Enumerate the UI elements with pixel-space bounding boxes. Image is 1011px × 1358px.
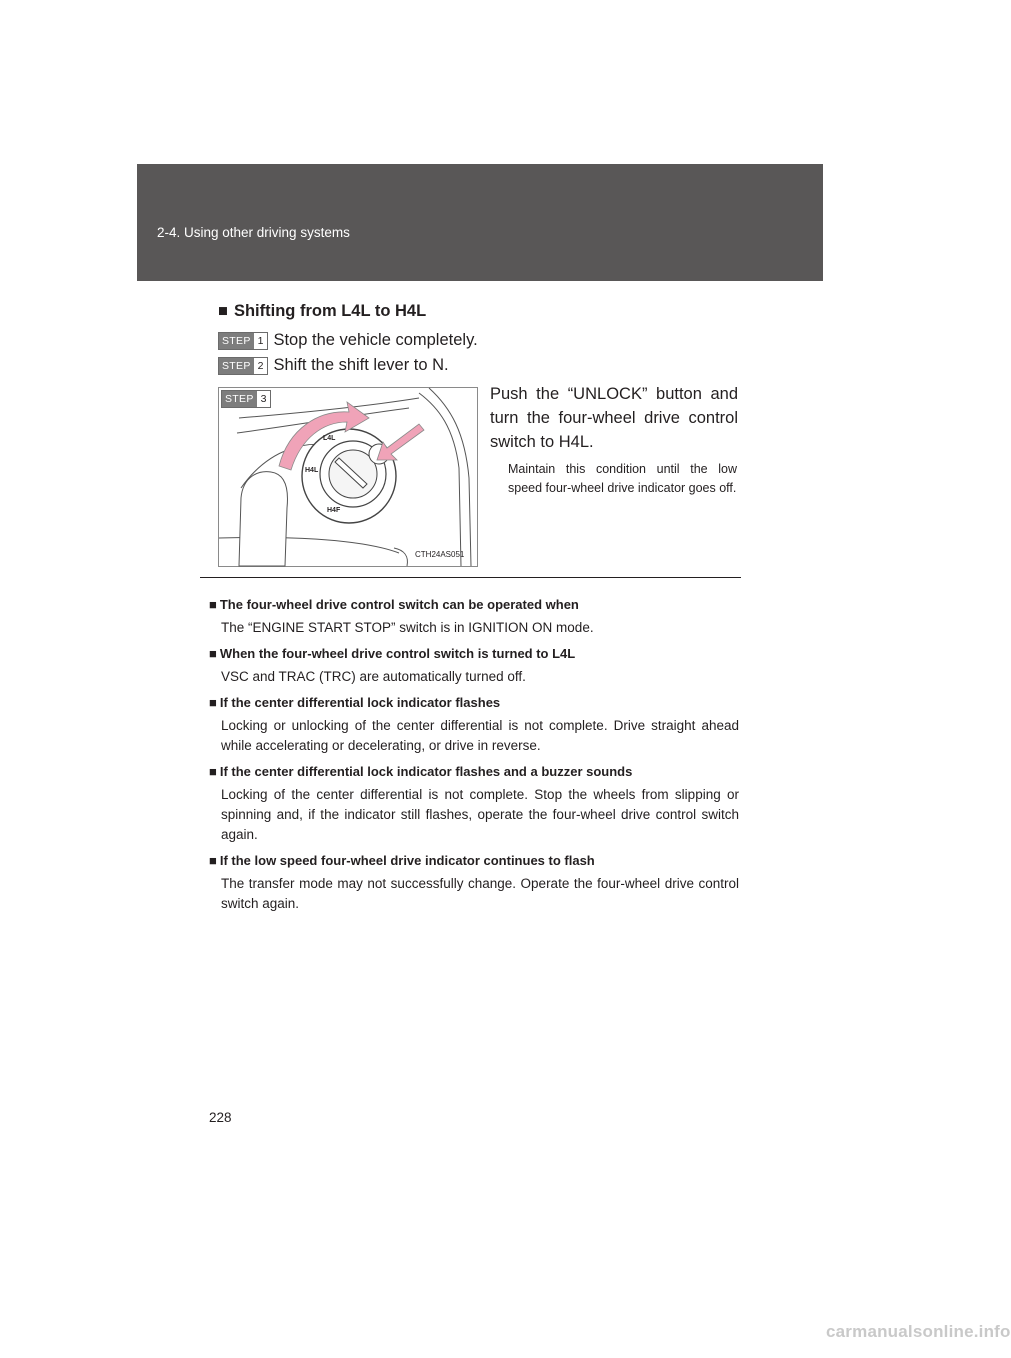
note-title: When the four-wheel drive control switch is turned to L4L — [219, 646, 576, 661]
dial-label-h4f: H4F — [327, 507, 341, 514]
note-body: The “ENGINE START STOP” switch is in IGNITION ON mode. — [221, 620, 594, 635]
divider — [200, 577, 741, 578]
dial-label-h4l: H4L — [305, 467, 319, 474]
section-breadcrumb: 2-4. Using other driving systems — [157, 225, 350, 240]
step-3-text: Push the “UNLOCK” button and turn the four-wheel drive control switch to H4L. — [490, 385, 738, 451]
dial-illustration — [218, 387, 478, 567]
step-text: Shift the shift lever to N. — [273, 356, 449, 374]
step-badge: STEP 3 — [221, 390, 271, 408]
section-title — [218, 302, 426, 321]
bullet-square-icon: ■ — [209, 853, 217, 868]
watermark: carmanualsonline.info — [826, 1322, 1011, 1341]
note-item — [209, 853, 739, 914]
bullet-square-icon: ■ — [209, 764, 217, 779]
section-header — [137, 164, 823, 281]
step-badge: STEP 1 — [218, 332, 268, 350]
note-item — [209, 695, 739, 756]
note-item — [209, 764, 739, 845]
bullet-square-icon: ■ — [209, 646, 217, 661]
four-wheel-drive-dial-drawing — [219, 388, 477, 566]
page-number: 228 — [209, 1110, 232, 1125]
bullet-square-icon: ■ — [209, 597, 217, 612]
note-body: The transfer mode may not successfully change. Operate the four-wheel drive control switch again. — [221, 876, 739, 911]
bullet-square-icon: ■ — [218, 302, 228, 320]
step-2 — [218, 356, 449, 375]
step-3-note: Maintain this condition until the low speed four-wheel drive indicator goes off. — [508, 462, 737, 495]
note-title: If the center differential lock indicator flashes — [219, 695, 501, 710]
figure-code: CTH24AS051 — [415, 550, 465, 559]
step-1 — [218, 331, 478, 350]
note-title: If the low speed four-wheel drive indicator continues to flash — [219, 853, 595, 868]
step-badge: STEP 2 — [218, 357, 268, 375]
note-body: Locking or unlocking of the center differential is not complete. Drive straight ahead while accelerating or decelerating, or drive in reverse. — [221, 718, 739, 753]
note-item — [209, 646, 739, 687]
note-title: If the center differential lock indicator flashes and a buzzer sounds — [219, 764, 633, 779]
note-item — [209, 597, 739, 638]
step-text: Stop the vehicle completely. — [273, 331, 478, 349]
bullet-square-icon: ■ — [209, 695, 217, 710]
notes-section — [209, 597, 739, 922]
dial-label-l4l: L4L — [323, 435, 336, 442]
section-title-text: Shifting from L4L to H4L — [233, 302, 427, 320]
note-title: The four-wheel drive control switch can be operated when — [219, 597, 579, 612]
note-body: Locking of the center differential is not complete. Stop the wheels from slipping or spinning and, if the indicator still flashes, operate the four-wheel drive control switch again. — [221, 787, 739, 842]
note-body: VSC and TRAC (TRC) are automatically turned off. — [221, 669, 526, 684]
